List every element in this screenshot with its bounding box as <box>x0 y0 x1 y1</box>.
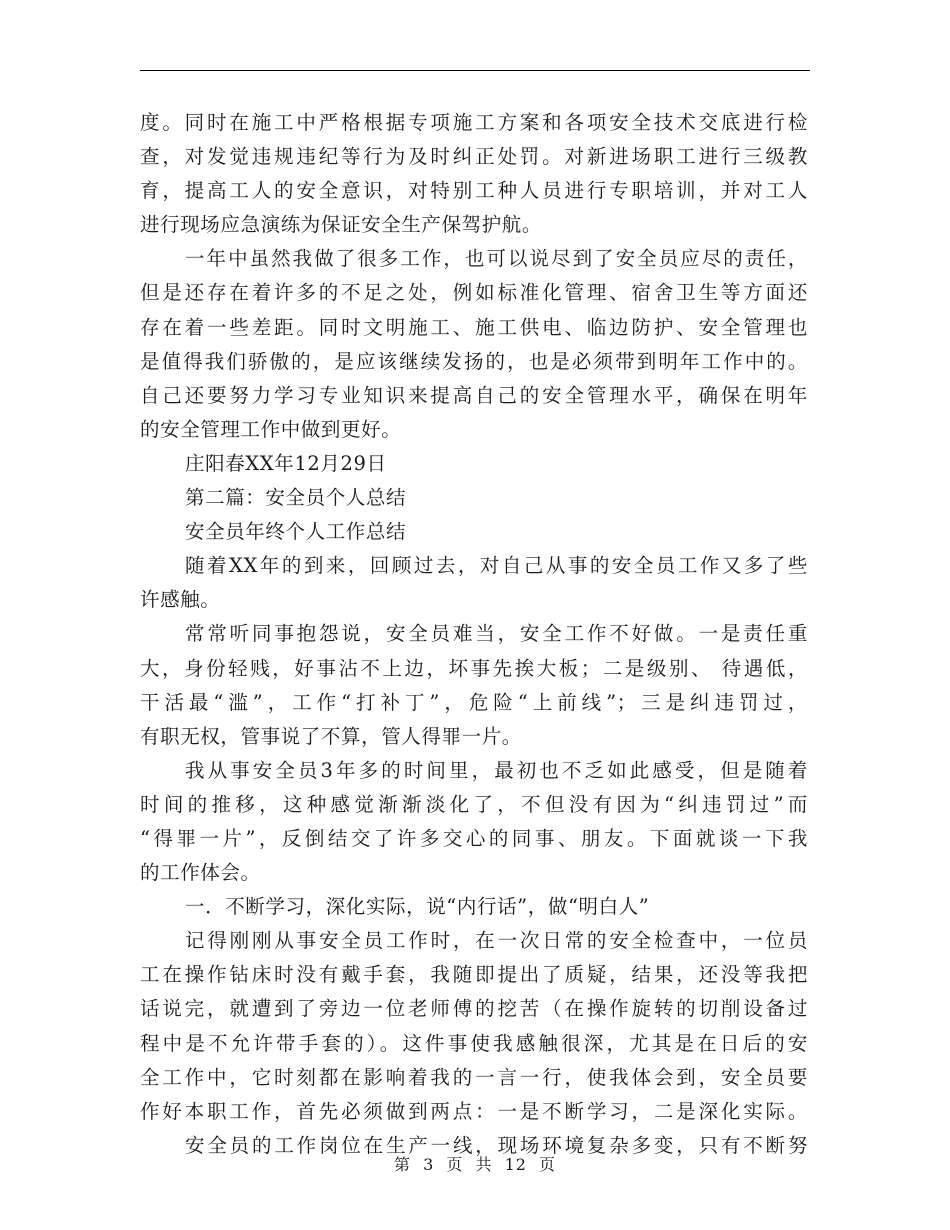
text-line: 程中是不允许带手套的）。这件事使我感触很深，尤其是在日后的安 <box>140 1031 808 1055</box>
page-footer <box>0 1152 950 1175</box>
text-line: 有职无权，管事说了不算，管人得罪一片。 <box>140 724 522 748</box>
text-line: 安全员的工作岗位在生产一线，现场环境复杂多变，只有不断努 <box>185 1133 808 1157</box>
text-line: 庄阳春XX年12月29日 <box>185 451 387 475</box>
text-line: 作好本职工作，首先必须做到两点：一是不断学习，二是深化实际。 <box>140 1099 808 1123</box>
text-line: 安全员年终个人工作总结 <box>185 520 407 544</box>
text-line: 第二篇：安全员个人总结 <box>185 486 407 510</box>
text-line: 一．不断学习，深化实际，说“内行话”，做“明白人” <box>185 895 650 919</box>
text-line: 自己还要努力学习专业知识来提高自己的安全管理水平，确保在明年 <box>140 383 808 407</box>
text-line: 的安全管理工作中做到更好。 <box>140 417 402 441</box>
footer-page-word: 页 <box>446 1155 464 1174</box>
text-line: 一年中虽然我做了很多工作，也可以说尽到了安全员应尽的责任， <box>185 247 808 271</box>
text-line: 全工作中，它时刻都在影响着我的一言一行，使我体会到，安全员要 <box>140 1065 808 1089</box>
footer-page-number: 3 <box>423 1155 435 1174</box>
text-line: 的工作体会。 <box>140 861 261 885</box>
text-line: 存在着一些差距。同时文明施工、施工供电、临边防护、安全管理也 <box>140 315 808 339</box>
text-line: 育，提高工人的安全意识，对特别工种人员进行专职培训，并对工人 <box>140 179 808 203</box>
footer-total-pages: 12 <box>504 1155 527 1174</box>
text-line: 度。同时在施工中严格根据专项施工方案和各项安全技术交底进行检 <box>140 111 808 134</box>
text-line: 话说完，就遭到了旁边一位老师傅的挖苦（在操作旋转的切削设备过 <box>140 997 808 1021</box>
text-line: 是值得我们骄傲的，是应该继续发扬的，也是必须带到明年工作中的。 <box>140 349 808 373</box>
text-line: 时间的推移，这种感觉渐渐淡化了，不但没有因为“纠违罚过”而 <box>140 792 808 816</box>
text-line: 随着XX年的到来，回顾过去，对自己从事的安全员工作又多了些 <box>185 554 808 578</box>
text-line: 干活最“滥”，工作“打补丁”，危险“上前线”；三是纠违罚过， <box>140 690 808 714</box>
text-line: 查，对发觉违规违纪等行为及时纠正处罚。对新进场职工进行三级教 <box>140 145 808 169</box>
text-line: 常常听同事抱怨说，安全员难当，安全工作不好做。一是责任重 <box>185 622 808 646</box>
footer-page-prefix: 第 <box>393 1155 411 1174</box>
text-line: 我从事安全员3年多的时间里，最初也不乏如此感受，但是随着 <box>185 758 808 782</box>
text-line: “得罪一片”，反倒结交了许多交心的同事、朋友。下面就谈一下我 <box>140 826 808 850</box>
text-line: 进行现场应急演练为保证安全生产保驾护航。 <box>140 213 543 237</box>
text-line: 许感触。 <box>140 588 221 612</box>
text-line: 记得刚刚从事安全员工作时，在一次日常的安全检查中，一位员 <box>185 929 808 953</box>
footer-total-prefix: 共 <box>475 1155 493 1174</box>
document-body <box>140 106 808 1163</box>
text-line: 大，身份轻贱，好事沾不上边，坏事先挨大板；二是级别、 待遇低， <box>140 656 808 680</box>
header-rule <box>140 70 810 71</box>
text-line: 工在操作钻床时没有戴手套，我随即提出了质疑，结果，还没等我把 <box>140 963 808 987</box>
footer-total-suffix: 页 <box>539 1155 557 1174</box>
text-line: 但是还存在着许多的不足之处，例如标准化管理、宿舍卫生等方面还 <box>140 281 808 305</box>
